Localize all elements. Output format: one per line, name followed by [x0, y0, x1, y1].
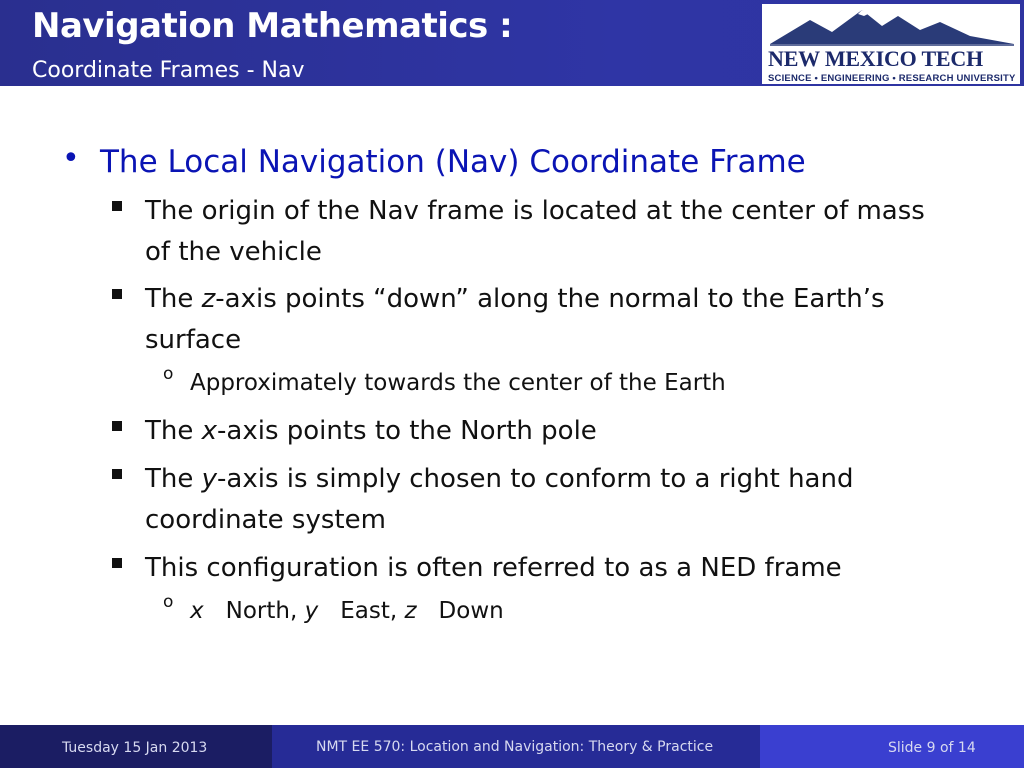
- list-item-text: This configuration is often referred to as a NED frame: [145, 553, 842, 583]
- list-item-text: The z-axis points “down” along the normal to the Earth’s surface: [145, 284, 885, 355]
- logo-name: NEW MEXICO TECH: [768, 46, 984, 71]
- circle-bullet-icon: o: [163, 364, 174, 384]
- footer-date: Tuesday 15 Jan 2013: [62, 740, 208, 756]
- sub-item-text: Approximately towards the center of the Earth: [190, 370, 726, 396]
- footer-right-panel: [760, 725, 1024, 768]
- slide-footer: [0, 725, 1024, 768]
- footer-left-panel: [0, 725, 272, 768]
- svg-text:M: M: [898, 10, 903, 16]
- slide-title: Navigation Mathematics :: [32, 6, 513, 46]
- list-item-text: The y-axis is simply chosen to conform to a right hand coordinate system: [145, 464, 854, 535]
- footer-middle-panel: [272, 725, 760, 768]
- ned-axes-text: x North, y East, z Down: [190, 598, 504, 624]
- square-bullet-icon: [112, 289, 122, 299]
- circle-bullet-icon: o: [163, 592, 174, 612]
- square-bullet-icon: [112, 421, 122, 431]
- square-bullet-icon: [112, 469, 122, 479]
- logo-tagline: SCIENCE • ENGINEERING • RESEARCH UNIVERSITY: [768, 73, 1016, 84]
- slide-number: Slide 9 of 14: [888, 740, 976, 756]
- footer-course: NMT EE 570: Location and Navigation: Theory & Practice: [316, 739, 714, 755]
- square-bullet-icon: [112, 558, 122, 568]
- slide-header: [0, 0, 1024, 86]
- main-heading: The Local Navigation (Nav) Coordinate Frame: [100, 144, 806, 180]
- mountains-logo-icon: [770, 6, 1014, 46]
- university-logo: [762, 4, 1020, 84]
- slide-subtitle: Coordinate Frames - Nav: [32, 58, 305, 83]
- square-bullet-icon: [112, 201, 122, 211]
- list-item-text: The origin of the Nav frame is located at the center of mass of the vehicle: [145, 196, 925, 267]
- bullet-icon: •: [62, 141, 80, 176]
- list-item-text: The x-axis points to the North pole: [145, 416, 597, 446]
